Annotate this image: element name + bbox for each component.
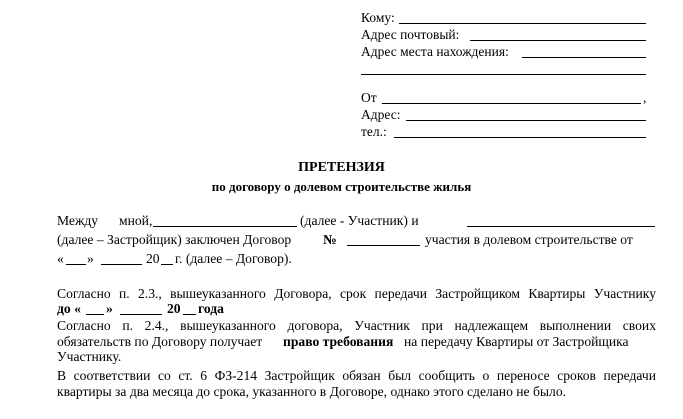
deadline-line-1: Согласно п. 2.3., вышеуказанного Договора, срок передачи Застройщиком Квартиры Участнику: [57, 286, 656, 301]
location-address-label: Адрес места нахождения:: [361, 44, 509, 59]
date-close-quote: »: [87, 251, 94, 266]
participation-text: участия в долевом строительстве от: [425, 232, 633, 247]
until-suffix: года: [198, 301, 224, 316]
postal-address-line: [470, 40, 646, 41]
extra-address-line: [361, 74, 646, 75]
until-year-line: [183, 314, 196, 315]
rights-line-2b: на передачу Квартиры от Застройщика: [404, 334, 629, 349]
date-month-line: [101, 264, 142, 265]
from-label: От: [361, 90, 377, 105]
to-label: Кому:: [361, 10, 395, 25]
notification-line-1: В соответствии со ст. 6 ФЗ-214 Застройщик обязан был сообщить о переносе сроков передачи: [57, 368, 656, 383]
document-title: ПРЕТЕНЗИЯ: [298, 160, 385, 175]
rights-line-2a: обязательств по Договору получает: [57, 334, 263, 349]
rights-line-1: Согласно п. 2.4., вышеуказанного договора, Участник при надлежащем выполнении своих: [57, 318, 656, 333]
date-open-quote: «: [57, 251, 64, 266]
between-word: Между: [57, 213, 99, 228]
number-sign: №: [323, 232, 337, 247]
phone-label: тел.:: [361, 124, 387, 139]
participant-name-line: [153, 226, 297, 227]
date-year-prefix: 20: [146, 251, 160, 266]
date-day-line: [66, 264, 86, 265]
until-day-line: [86, 314, 104, 315]
developer-prefix: (далее – Застройщик) заключен Договор: [57, 232, 292, 247]
contract-number-line: [347, 245, 420, 246]
date-year-line: [161, 264, 173, 265]
until-month-line: [120, 314, 162, 315]
rights-line-2-bold: право требования: [283, 334, 394, 349]
phone-line: [394, 137, 646, 138]
to-line: [399, 23, 646, 24]
until-year-prefix: 20: [167, 301, 181, 316]
document-subtitle: по договору о долевом строительстве жилья: [211, 179, 472, 194]
notification-line-2: квартиры за два месяца до срока, указанного в Договоре, однако этого сделано не было.: [57, 384, 567, 399]
location-address-line: [522, 57, 646, 58]
address-label: Адрес:: [361, 107, 401, 122]
date-year-suffix: г. (далее – Договор).: [175, 251, 292, 266]
me-word: мной,: [119, 213, 153, 228]
until-prefix: до «: [57, 301, 81, 316]
address-line: [406, 120, 646, 121]
developer-name-line: [467, 226, 655, 227]
until-quote-close: »: [106, 301, 113, 316]
from-line: [382, 103, 641, 104]
from-comma: ,: [643, 90, 647, 105]
participant-text: (далее - Участник) и: [300, 213, 419, 228]
postal-address-label: Адрес почтовый:: [361, 27, 460, 42]
rights-line-3: Участнику.: [57, 349, 122, 364]
